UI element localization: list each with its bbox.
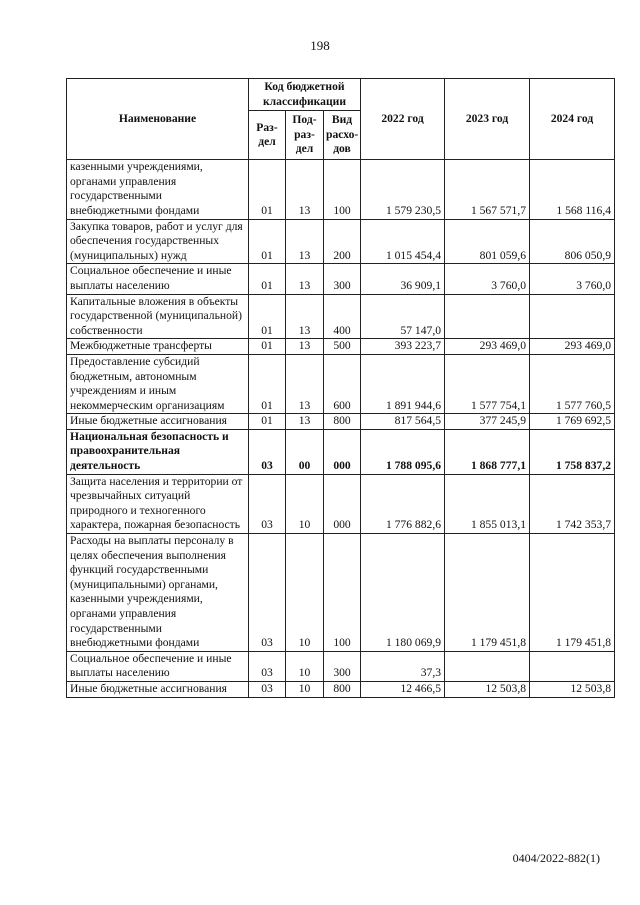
- table-row: [67, 294, 615, 339]
- table-row: [67, 651, 615, 681]
- table-row: [67, 429, 615, 474]
- row-name: Закупка товаров, работ и услуг для обеспечения государственных (муниципальных) нужд: [67, 219, 249, 264]
- table-row: [67, 474, 615, 533]
- row-section: 01: [249, 219, 286, 264]
- header-year-2023: 2023 год: [445, 79, 530, 160]
- row-expense-type: 000: [324, 429, 361, 474]
- row-value-2024: 1 179 451,8: [530, 534, 615, 652]
- table-header: [67, 79, 615, 160]
- row-value-2023: 293 469,0: [445, 339, 530, 355]
- table-row: [67, 414, 615, 430]
- row-value-2022: 1 015 454,4: [361, 219, 445, 264]
- row-section: 03: [249, 534, 286, 652]
- row-value-2024: 12 503,8: [530, 681, 615, 697]
- row-value-2022: 817 564,5: [361, 414, 445, 430]
- row-value-2022: 1 776 882,6: [361, 474, 445, 533]
- row-value-2022: 36 909,1: [361, 264, 445, 294]
- row-value-2024: 1 769 692,5: [530, 414, 615, 430]
- table-row: [67, 339, 615, 355]
- header-section: Раз-дел: [249, 111, 286, 160]
- row-value-2024: 1 742 353,7: [530, 474, 615, 533]
- row-name: Иные бюджетные ассигнования: [67, 681, 249, 697]
- table-row: [67, 264, 615, 294]
- row-value-2023: 3 760,0: [445, 264, 530, 294]
- table-row: [67, 681, 615, 697]
- row-section: 03: [249, 651, 286, 681]
- row-expense-type: 200: [324, 219, 361, 264]
- table-body: [67, 160, 615, 697]
- row-section: 01: [249, 354, 286, 413]
- row-value-2022: 1 891 944,6: [361, 354, 445, 413]
- row-value-2023: 801 059,6: [445, 219, 530, 264]
- header-subsection: Под-раз-дел: [286, 111, 324, 160]
- row-value-2024: 1 568 116,4: [530, 160, 615, 219]
- row-name: Социальное обеспечение и иные выплаты населению: [67, 264, 249, 294]
- row-subsection: 13: [286, 219, 324, 264]
- header-name: Наименование: [67, 79, 249, 160]
- row-section: 03: [249, 429, 286, 474]
- row-expense-type: 300: [324, 264, 361, 294]
- row-section: 01: [249, 264, 286, 294]
- row-value-2023: 1 868 777,1: [445, 429, 530, 474]
- row-value-2024: [530, 294, 615, 339]
- row-value-2024: 1 577 760,5: [530, 354, 615, 413]
- row-expense-type: 500: [324, 339, 361, 355]
- row-name: казенными учреждениями, органами управления государственными внебюджетными фондами: [67, 160, 249, 219]
- header-expense-type: Вид расхо-дов: [324, 111, 361, 160]
- row-value-2024: 806 050,9: [530, 219, 615, 264]
- row-value-2024: 293 469,0: [530, 339, 615, 355]
- row-value-2023: 1 577 754,1: [445, 354, 530, 413]
- row-subsection: 13: [286, 414, 324, 430]
- row-value-2022: 12 466,5: [361, 681, 445, 697]
- row-subsection: 13: [286, 160, 324, 219]
- row-subsection: 10: [286, 681, 324, 697]
- table-row: [67, 219, 615, 264]
- row-value-2023: 12 503,8: [445, 681, 530, 697]
- row-section: 01: [249, 294, 286, 339]
- row-value-2022: 57 147,0: [361, 294, 445, 339]
- header-year-2022: 2022 год: [361, 79, 445, 160]
- row-expense-type: 600: [324, 354, 361, 413]
- document-code: 0404/2022-882(1): [512, 851, 600, 865]
- row-subsection: 00: [286, 429, 324, 474]
- page-number: 198: [310, 38, 330, 53]
- row-value-2024: [530, 651, 615, 681]
- row-name: Расходы на выплаты персоналу в целях обеспечения выполнения функций государственными (муниципальными) органами, казенными учреждениями, органами управления государственными внебюджетными фондами: [67, 534, 249, 652]
- row-expense-type: 300: [324, 651, 361, 681]
- row-subsection: 13: [286, 294, 324, 339]
- row-name: Межбюджетные трансферты: [67, 339, 249, 355]
- row-expense-type: 100: [324, 160, 361, 219]
- row-name: Иные бюджетные ассигнования: [67, 414, 249, 430]
- row-value-2023: 1 567 571,7: [445, 160, 530, 219]
- header-code-group: Код бюджетной классификации: [249, 79, 361, 111]
- row-value-2024: 1 758 837,2: [530, 429, 615, 474]
- row-expense-type: 800: [324, 681, 361, 697]
- row-value-2023: 1 179 451,8: [445, 534, 530, 652]
- row-subsection: 10: [286, 474, 324, 533]
- row-section: 01: [249, 339, 286, 355]
- row-name: Социальное обеспечение и иные выплаты населению: [67, 651, 249, 681]
- row-subsection: 10: [286, 651, 324, 681]
- budget-table: [66, 78, 615, 698]
- row-value-2022: 1 788 095,6: [361, 429, 445, 474]
- row-name: Предоставление субсидий бюджетным, автономным учреждениям и иным некоммерческим организациям: [67, 354, 249, 413]
- row-value-2023: 377 245,9: [445, 414, 530, 430]
- row-value-2023: 1 855 013,1: [445, 474, 530, 533]
- row-value-2023: [445, 294, 530, 339]
- row-expense-type: 000: [324, 474, 361, 533]
- row-value-2022: 1 579 230,5: [361, 160, 445, 219]
- header-year-2024: 2024 год: [530, 79, 615, 160]
- table-row: [67, 354, 615, 413]
- row-section: 03: [249, 681, 286, 697]
- row-name: Защита населения и территории от чрезвычайных ситуаций природного и техногенного характера, пожарная безопасность: [67, 474, 249, 533]
- row-value-2023: [445, 651, 530, 681]
- row-section: 01: [249, 414, 286, 430]
- row-subsection: 10: [286, 534, 324, 652]
- row-section: 03: [249, 474, 286, 533]
- row-value-2022: 1 180 069,9: [361, 534, 445, 652]
- row-expense-type: 100: [324, 534, 361, 652]
- row-subsection: 13: [286, 354, 324, 413]
- row-subsection: 13: [286, 264, 324, 294]
- row-name: Национальная безопасность и правоохранительная деятельность: [67, 429, 249, 474]
- row-value-2022: 393 223,7: [361, 339, 445, 355]
- row-value-2022: 37,3: [361, 651, 445, 681]
- table-row: [67, 160, 615, 219]
- row-expense-type: 800: [324, 414, 361, 430]
- row-name: Капитальные вложения в объекты государственной (муниципальной) собственности: [67, 294, 249, 339]
- row-expense-type: 400: [324, 294, 361, 339]
- table-row: [67, 534, 615, 652]
- row-subsection: 13: [286, 339, 324, 355]
- row-value-2024: 3 760,0: [530, 264, 615, 294]
- row-section: 01: [249, 160, 286, 219]
